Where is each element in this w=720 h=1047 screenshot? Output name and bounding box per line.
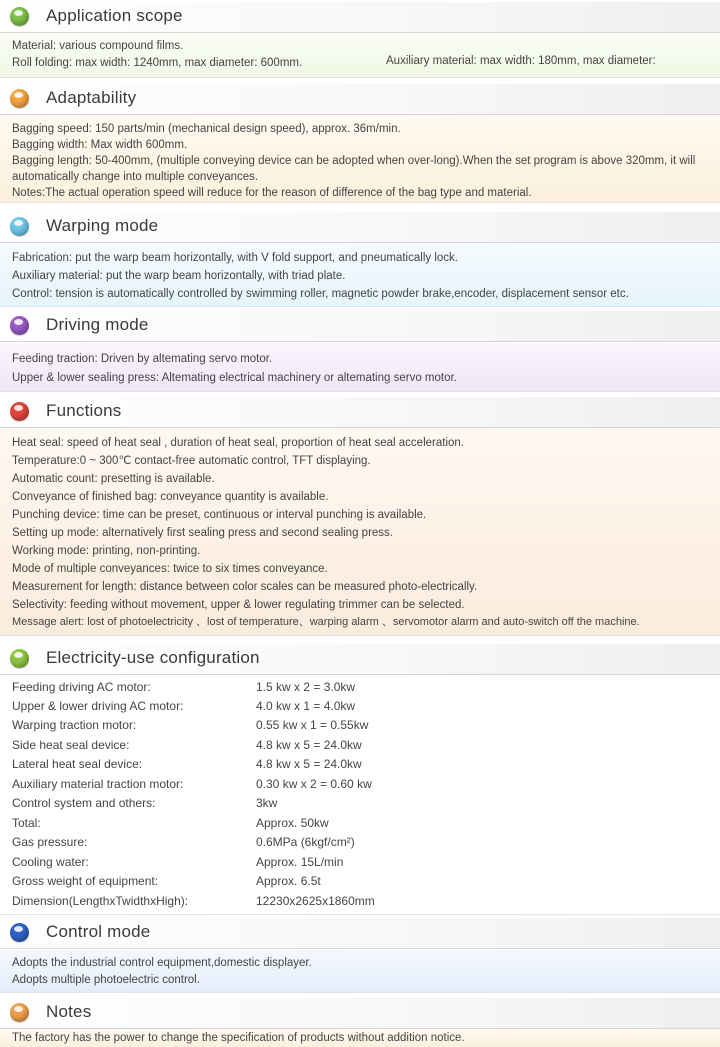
- text-line: Conveyance of finished bag: conveyance quantity is available.: [12, 491, 329, 503]
- header-notes: [0, 998, 720, 1029]
- header-application-scope: [0, 2, 720, 33]
- functions-body: [0, 429, 720, 636]
- application-scope-body: [0, 33, 720, 78]
- header-electricity-configuration: [0, 644, 720, 675]
- orange-bullet-icon: [10, 1003, 29, 1022]
- text-line: Control: tension is automatically controlled by swimming roller, magnetic powder brake,encoder, displacement sensor etc.: [12, 288, 629, 300]
- header-driving-mode: [0, 311, 720, 342]
- text-line: Heat seal: speed of heat seal , duration of heat seal, proportion of heat seal acceleration.: [12, 437, 464, 449]
- header-warping-mode: [0, 212, 720, 243]
- blue-bullet-icon: [10, 217, 29, 236]
- purple-bullet-icon: [10, 316, 29, 335]
- text-line: Mode of multiple conveyances: twice to six times conveyance.: [12, 563, 328, 575]
- section-title: Notes: [46, 1002, 92, 1021]
- driving-mode-body: [0, 343, 720, 392]
- spec-value: 3kw: [256, 796, 278, 810]
- section-title: Electricity-use configuration: [46, 648, 260, 667]
- section-title: Adaptability: [46, 88, 137, 107]
- green-bullet-icon: [10, 7, 29, 26]
- spec-label: Upper & lower driving AC motor:: [12, 699, 184, 713]
- text-line: Adopts the industrial control equipment,domestic displayer.: [12, 957, 312, 969]
- text-line: Auxiliary material: put the warp beam horizontally, with triad plate.: [12, 270, 346, 282]
- text-line: Fabrication: put the warp beam horizontally, with V fold support, and pneumatically lock.: [12, 252, 458, 264]
- text-line: Feeding traction: Driven by altemating servo motor.: [12, 353, 273, 365]
- spec-label: Dimension(LengthxTwidthxHigh):: [12, 894, 189, 908]
- blue-bullet-icon: [10, 923, 29, 942]
- text-line: Punching device: time can be preset, continuous or interval punching is available.: [12, 509, 427, 521]
- notes-body: [0, 1029, 720, 1047]
- spec-value: 1.5 kw x 2 = 3.0kw: [256, 680, 356, 694]
- text-line: Temperature:0 ~ 300℃ contact-free automatic control, TFT displaying.: [12, 455, 371, 467]
- spec-value: 0.6MPa (6kgf/cm²): [256, 835, 355, 849]
- spec-label: Gas pressure:: [12, 835, 88, 849]
- text-line: Bagging width: Max width 600mm.: [12, 139, 188, 151]
- green-bullet-icon: [10, 649, 29, 668]
- text-line: Bagging length: 50-400mm, (multiple conveying device can be adopted when over-long).When the set program is above 320mm, it will automatically change into multiple conveyances.: [12, 155, 696, 183]
- spec-value: Approx. 15L/min: [256, 855, 344, 869]
- header-control-mode: [0, 918, 720, 949]
- text-line: Message alert: lost of photoelectricity 、lost of temperature、warping alarm 、servomotor alarm and auto-switch off the machine.: [12, 616, 640, 628]
- text-line: Auxiliary material: max width: 180mm, max diameter:: [386, 55, 656, 67]
- spec-label: Lateral heat seal device:: [12, 757, 143, 771]
- red-bullet-icon: [10, 402, 29, 421]
- text-line: Selectivity: feeding without movement, upper & lower regulating trimmer can be selected.: [12, 599, 465, 611]
- text-line: Roll folding: max width: 1240mm, max diameter: 600mm.: [12, 57, 303, 69]
- orange-bullet-icon: [10, 89, 29, 108]
- spec-label: Side heat seal device:: [12, 738, 130, 752]
- section-title: Warping mode: [46, 216, 159, 235]
- spec-label: Total:: [12, 816, 41, 830]
- spec-label: Cooling water:: [12, 855, 89, 869]
- text-line: Measurement for length: distance between color scales can be measured photo-electrically.: [12, 581, 478, 593]
- section-title: Control mode: [46, 922, 151, 941]
- text-line: Automatic count: presetting is available.: [12, 473, 215, 485]
- section-title: Application scope: [46, 6, 183, 25]
- spec-value: 12230x2625x1860mm: [256, 894, 375, 908]
- spec-value: 4.8 kw x 5 = 24.0kw: [256, 757, 362, 771]
- spec-value: 0.55 kw x 1 = 0.55kw: [256, 718, 369, 732]
- spec-label: Auxiliary material traction motor:: [12, 777, 184, 791]
- electricity-body: [0, 676, 720, 915]
- spec-label: Gross weight of equipment:: [12, 874, 159, 888]
- header-adaptability: [0, 84, 720, 115]
- section-title: Functions: [46, 401, 122, 420]
- header-functions: [0, 397, 720, 428]
- control-mode-body: [0, 950, 720, 993]
- spec-label: Feeding driving AC motor:: [12, 680, 151, 694]
- text-line: The factory has the power to change the specification of products without addition notice.: [12, 1032, 465, 1044]
- spec-value: 0.30 kw x 2 = 0.60 kw: [256, 777, 372, 791]
- text-line: Upper & lower sealing press: Altemating electrical machinery or altemating servo motor.: [12, 372, 457, 384]
- text-line: Setting up mode: alternatively first sealing press and second sealing press.: [12, 527, 393, 539]
- text-line: Material: various compound films.: [12, 40, 184, 52]
- text-line: Working mode: printing, non-printing.: [12, 545, 201, 557]
- spec-label: Control system and others:: [12, 796, 156, 810]
- adaptability-body: [0, 116, 720, 203]
- text-line: Bagging speed: 150 parts/min (mechanical design speed), approx. 36m/min.: [12, 123, 401, 135]
- spec-label: Warping traction motor:: [12, 718, 137, 732]
- spec-value: Approx. 50kw: [256, 816, 329, 830]
- text-line: Notes:The actual operation speed will reduce for the reason of difference of the bag type and material.: [12, 187, 532, 199]
- section-title: Driving mode: [46, 315, 149, 334]
- warping-mode-body: [0, 244, 720, 307]
- spec-value: 4.8 kw x 5 = 24.0kw: [256, 738, 362, 752]
- spec-value: Approx. 6.5t: [256, 874, 321, 888]
- spec-value: 4.0 kw x 1 = 4.0kw: [256, 699, 356, 713]
- text-line: Adopts multiple photoelectric control.: [12, 974, 200, 986]
